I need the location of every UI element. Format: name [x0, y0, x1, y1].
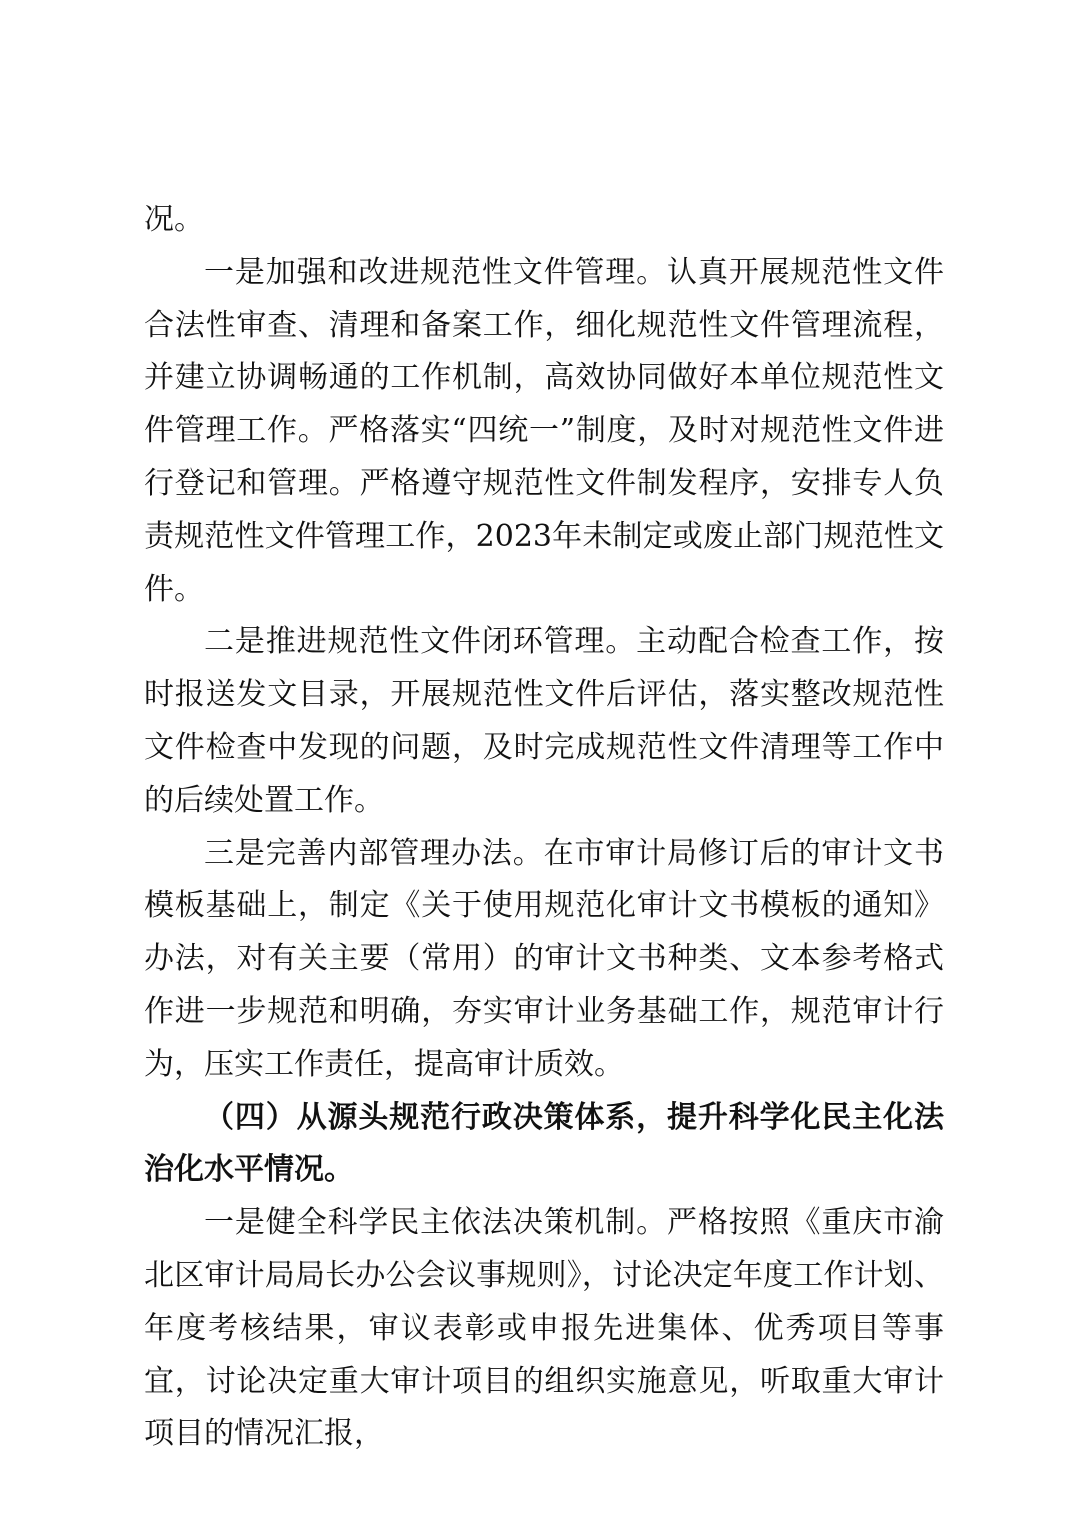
paragraph-continuation: 况。 [144, 202, 204, 237]
section-heading: （四）从源头规范行政决策体系，提升科学化民主化法治化水平情况。 [144, 1099, 944, 1188]
paragraph-item-4: 一是健全科学民主依法决策机制。严格按照《重庆市渝北区审计局局长办公会议事规则》，讨论决定年度工作计划、年度考核结果，审议表彰或申报先进集体、优秀项目等事宜，讨论决定重大审计项目的组织实施意见，听取重大审计项目的情况汇报， [144, 1205, 944, 1452]
paragraph-item-2: 二是推进规范性文件闭环管理。主动配合检查工作，按时报送发文目录，开展规范性文件后评估，落实整改规范性文件检查中发现的问题，及时完成规范性文件清理等工作中的后续处置工作。 [144, 624, 944, 818]
paragraph-item-1: 一是加强和改进规范性文件管理。认真开展规范性文件合法性审查、清理和备案工作，细化规范性文件管理流程，并建立协调畅通的工作机制，高效协同做好本单位规范性文件管理工作。严格落实“四统一”制度，及时对规范性文件进行登记和管理。严格遵守规范性文件制发程序，安排专人负责规范性文件管理工作，2023年未制定或废止部门规范性文件。 [144, 254, 944, 607]
paragraph-item-3: 三是完善内部管理办法。在市审计局修订后的审计文书模板基础上，制定《关于使用规范化审计文书模板的通知》办法，对有关主要（常用）的审计文书种类、文本参考格式作进一步规范和明确，夯实审计业务基础工作，规范审计行为，压实工作责任，提高审计质效。 [144, 835, 944, 1082]
document-body [144, 194, 944, 1461]
